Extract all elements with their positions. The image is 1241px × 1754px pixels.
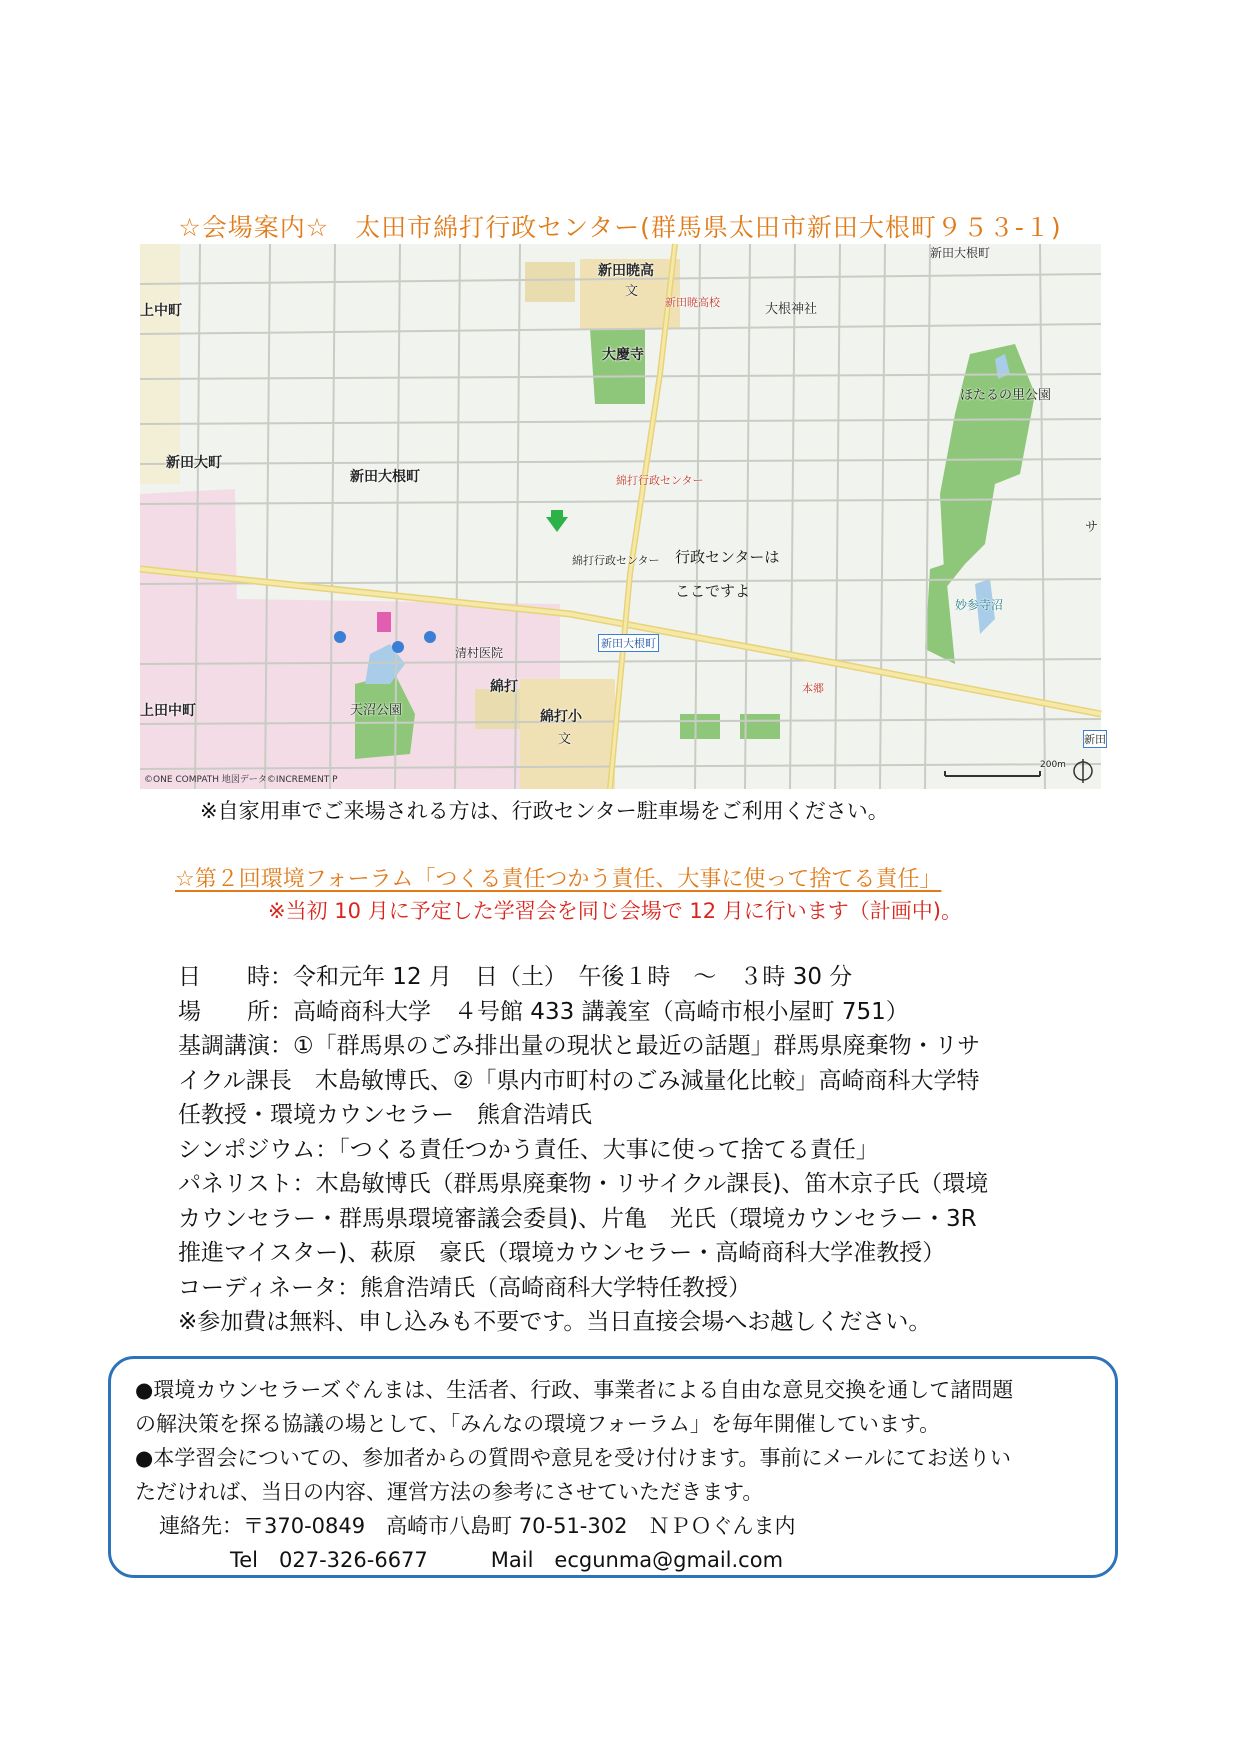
label-nitta-oone: 新田大根町 <box>350 469 420 485</box>
label-wata-center: 綿打行政センター <box>572 554 660 567</box>
forum-subtitle: ※当初 10 月に予定した学習会を同じ会場で 12 月に行います（計画中)。 <box>268 899 962 923</box>
detail-coordinator: コーディネータ：熊倉浩靖氏（高崎商科大学特任教授） <box>178 1274 752 1301</box>
detail-fee-note: ※参加費は無料、申し込みも不要です。当日直接会場へお越しください。 <box>178 1309 932 1335</box>
label-nitta-omachi: 新田大町 <box>166 455 222 471</box>
forum-title: ☆第２回環境フォーラム「つくる責任つかう責任、大事に使って捨てる責任」 <box>175 867 942 892</box>
label-nitta-akatsuki: 新田暁高 <box>598 263 654 279</box>
detail-symposium: シンポジウム：「つくる責任つかう責任、大事に使って捨てる責任」 <box>178 1136 879 1163</box>
map-copyright: ©ONE COMPATH 地図データ©INCREMENT P <box>144 775 338 785</box>
detail-panelists-2: カウンセラー・群馬県環境審議会委員)、片亀 光氏（環境カウンセラー・3R <box>178 1205 977 1232</box>
label-kamitanaka: 上田中町 <box>140 703 196 719</box>
label-bun-2: 文 <box>558 732 572 747</box>
label-hotaru-park: ほたるの里公園 <box>960 388 1052 403</box>
label-bun-1: 文 <box>625 284 639 299</box>
info-line-3: ●本学習会についての、参加者からの質問や意見を受け付けます。事前にメールにてお送りい <box>135 1446 1011 1470</box>
label-myosanjinuma: 妙参寺沼 <box>955 598 1004 612</box>
label-nitta-right: 新田 <box>1083 730 1107 748</box>
info-line-2: の解決策を探る協議の場として、「みんなの環境フォーラム」を毎年開催しています。 <box>135 1412 941 1436</box>
label-nitta-high-school: 新田暁高校 <box>665 296 720 309</box>
label-kaminaka: 上中町 <box>140 303 182 319</box>
detail-keynote-3: 任教授・環境カウンセラー 熊倉浩靖氏 <box>178 1102 592 1128</box>
contact-tel-mail[interactable]: Tel 027-326-6677 Mail ecgunma@gmail.com <box>230 1548 784 1572</box>
parking-note: ※自家用車でご来場される方は、行政センター駐車場をご利用ください。 <box>200 799 889 823</box>
label-wata: 綿打 <box>490 679 518 695</box>
venue-map[interactable] <box>140 244 1106 789</box>
info-line-1: ●環境カウンセラーズぐんまは、生活者、行政、事業者による自由な意見交換を通して諸問題 <box>135 1378 1014 1402</box>
event-details <box>178 960 1078 1340</box>
detail-place: 場 所：高崎商科大学 ４号館 433 講義室（高崎市根小屋町 751） <box>178 998 909 1025</box>
detail-date: 日 時：令和元年 12 月 日（土） 午後１時 ～ ３時 30 分 <box>178 964 853 990</box>
contact-address: 連絡先：〒370-0849 高崎市八島町 70-51-302 ＮＰＯぐんま内 <box>159 1514 796 1538</box>
label-oone-shrine: 大根神社 <box>765 302 818 317</box>
venue-title: ☆会場案内☆ 太田市綿打行政センター(群馬県太田市新田大根町９５３-１) <box>178 213 1062 242</box>
map-graphics <box>140 244 1101 789</box>
label-nitta-oone-sign: 新田大根町 <box>598 634 659 652</box>
map-note-line2: ここですよ <box>675 582 751 600</box>
detail-panelists-1: パネリスト：木島敏博氏（群馬県廃棄物・リサイクル課長)、笛木京子氏（環境 <box>178 1171 989 1197</box>
map-note-line1: 行政センターは <box>675 548 780 566</box>
info-line-4: ただければ、当日の内容、運営方法の参考にさせていただきます。 <box>135 1480 764 1504</box>
detail-keynote-2: イクル課長 木島敏博氏、②「県内市町村のごみ減量化比較」高崎商科大学特 <box>178 1067 980 1094</box>
temple-green <box>590 329 645 404</box>
label-taikeiji: 大慶寺 <box>602 347 644 363</box>
label-nitta-oone-top: 新田大根町 <box>930 246 991 260</box>
label-honmachi: 本郷 <box>802 682 824 695</box>
label-sa: サ <box>1085 520 1099 535</box>
shop-icon <box>377 612 391 632</box>
scale-bar <box>945 771 1040 776</box>
detail-panelists-3: 推進マイスター)、萩原 豪氏（環境カウンセラー・高崎商科大学准教授） <box>178 1240 946 1266</box>
label-scale: 200m <box>1040 760 1066 770</box>
label-kiyomura-clinic: 清村医院 <box>455 646 504 660</box>
label-amanuma-park: 天沼公園 <box>350 703 403 718</box>
detail-keynote-1: 基調講演：①「群馬県のごみ排出量の現状と最近の話題」群馬県廃棄物・リサ <box>178 1033 981 1059</box>
info-box <box>108 1356 1118 1578</box>
zone-pink-left <box>140 489 240 789</box>
label-wata-center-red: 綿打行政センター <box>616 474 704 487</box>
label-wata-elementary: 綿打小 <box>540 709 582 725</box>
park-green-right <box>940 344 1035 589</box>
venue-marker-icon <box>546 510 568 532</box>
